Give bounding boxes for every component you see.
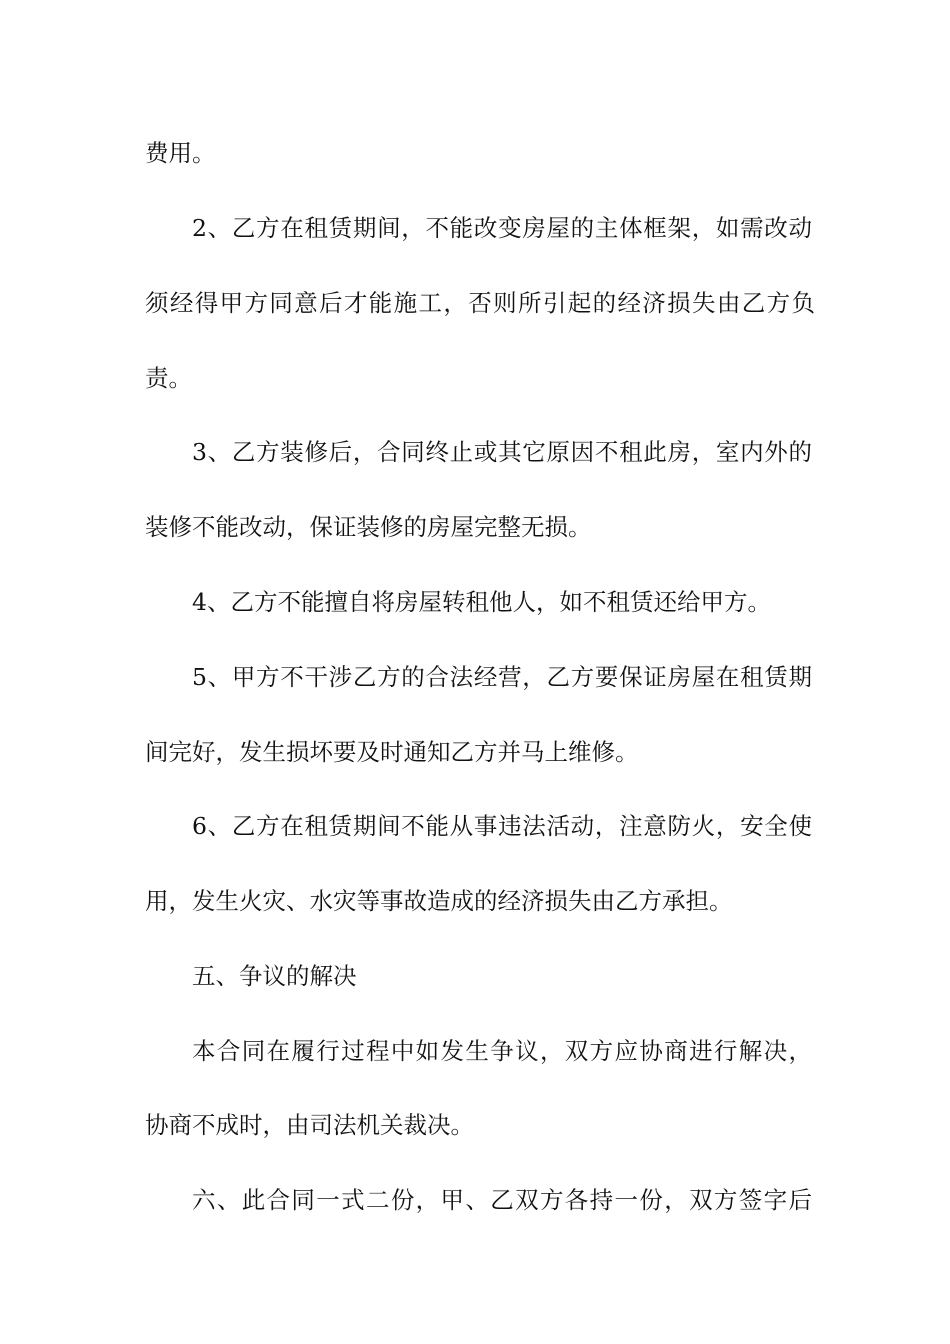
clause-2-line-2: 须经得甲方同意后才能施工，否则所引起的经济损失由乙方负 (145, 289, 815, 317)
clause-2-line-1: 2、乙方在租赁期间，不能改变房屋的主体框架，如需改动 (192, 214, 812, 242)
clause-6-line-2: 用，发生火灾、水灾等事故造成的经济损失由乙方承担。 (145, 887, 733, 915)
clause-3-line-1: 3、乙方装修后，合同终止或其它原因不租此房，室内外的 (192, 438, 812, 466)
clause-5-line-2: 间完好，发生损坏要及时通知乙方并马上维修。 (145, 738, 639, 766)
clause-2-line-3: 责。 (145, 364, 192, 392)
text-line-fee-end: 费用。 (145, 139, 216, 167)
section-5-line-2: 协商不成时，由司法机关裁决。 (145, 1111, 474, 1139)
section-6-line-1: 六、此合同一式二份，甲、乙双方各持一份，双方签字后 (192, 1186, 812, 1214)
section-5-heading: 五、争议的解决 (192, 962, 357, 990)
clause-5-line-1: 5、甲方不干涉乙方的合法经营，乙方要保证房屋在租赁期 (192, 663, 812, 691)
section-5-line-1: 本合同在履行过程中如发生争议，双方应协商进行解决， (192, 1037, 812, 1065)
clause-6-line-1: 6、乙方在租赁期间不能从事违法活动，注意防火，安全使 (192, 812, 812, 840)
clause-4-line-1: 4、乙方不能擅自将房屋转租他人，如不租赁还给甲方。 (192, 588, 771, 616)
clause-3-line-2: 装修不能改动，保证装修的房屋完整无损。 (145, 513, 592, 541)
